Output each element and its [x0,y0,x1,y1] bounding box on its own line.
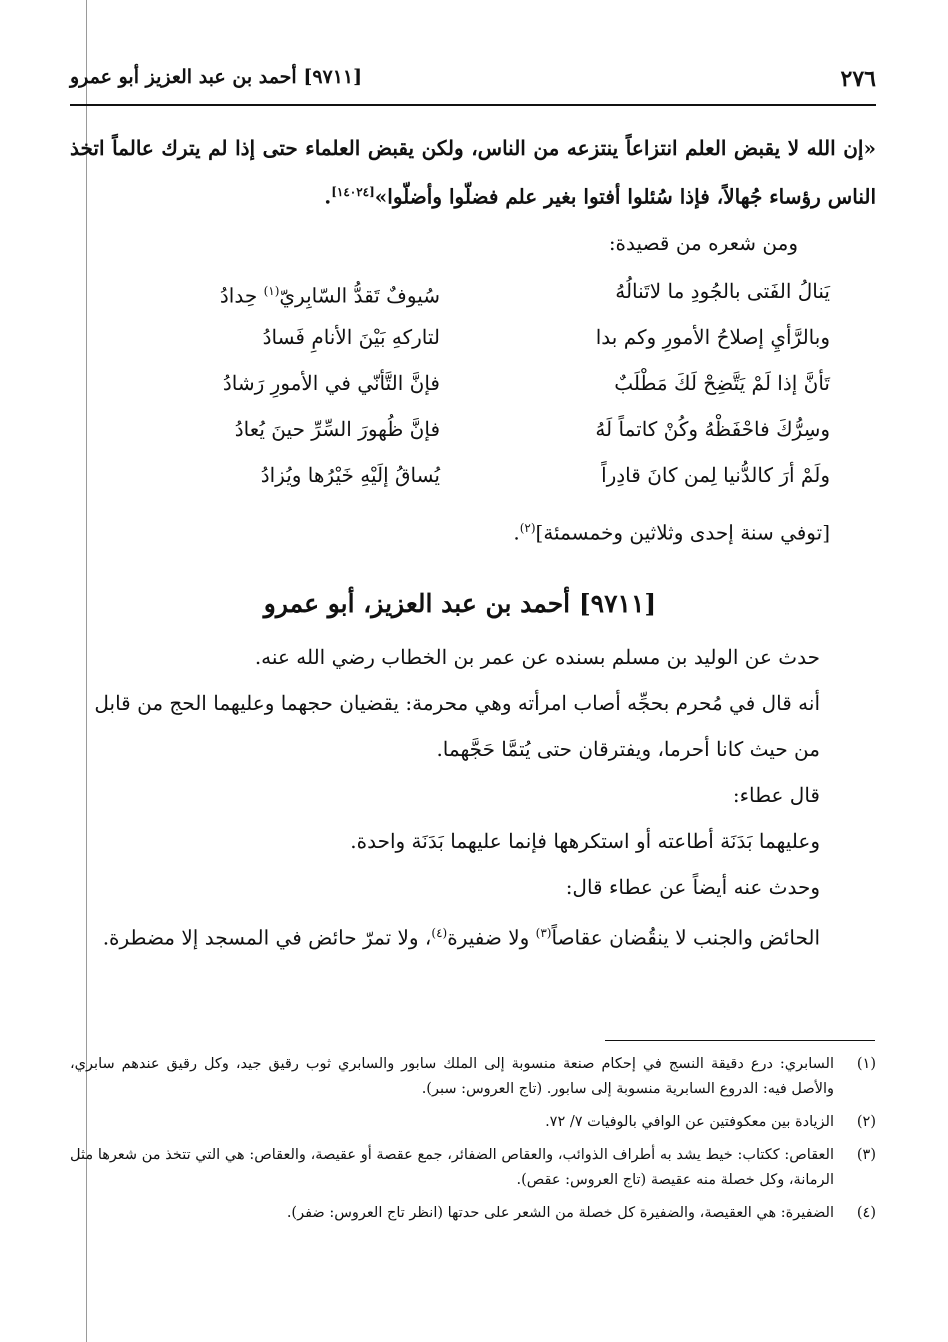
hadith-reference: [١٤٠٢٤] [331,185,375,199]
entry-heading: [٩٧١١] أحمد بن عبد العزيز، أبو عمرو [263,589,657,618]
verse-line [110,314,830,360]
verse-first-hemistich: وبالرَّأيِ إصلاحُ الأمورِ وكم بدا [595,325,830,349]
footnote-separator [605,1040,875,1041]
paragraph [70,910,876,961]
paragraph: قال عطاء: [732,783,820,807]
death-note-text: [توفي سنة إحدى وثلاثين وخمسمئة] [535,520,830,545]
footnote-text: الضفيرة: هي العقيصة، والضفيرة كل خصلة من الشعر على حدتها (انظر تاج العروس: ضفر). [286,1205,834,1221]
verse-first-hemistich: ولَمْ أرَ كالدُّنيا لِمن كانَ قادِراً [601,463,830,487]
footnote-number: (١) [856,1056,876,1072]
verse-second-end: حِدادُ [219,283,264,308]
hadith-text: «إن الله لا يقبض العلم انتزاعاً ينتزعه من الناس، ولكن يقبض العلماء حتى إذا لم يترك عالماً اتخذ الناس رؤساء جُهالاً، فإذا سُئلوا أفتوا بغير علم فضلّوا وأضلّوا» [70,136,876,209]
paragraph: وحدث عنه أيضاً عن عطاء قال: [565,875,820,899]
verse-second-hemistich: لتاركهِ بَيْنَ الأنامِ فَسادُ [262,325,440,349]
paragraph: أنه قال في مُحرم بحجِّه أصاب امرأته وهي محرمة: يقضيان حجهما وعليهما الحج من قابل من حيث كانا أحرما، ويفترقان حتى يُتمَّا حَجَّهما. [94,691,820,761]
footnote-text: السابري: درع دقيقة النسج في إحكام صنعة منسوبة إلى الملك سابور والسابري ثوب رقيق جيد، وكل رقيق عندهم سابري، والأصل فيه: الدروع السابرية منسوبة إلى سابور. (تاج العروس: سبر). [70,1056,834,1097]
footnote-text: الزيادة بين معكوفتين عن الوافي بالوفيات ٧/ ٧٢. [545,1114,834,1130]
footnote-number: (٣) [856,1147,876,1163]
paragraph-text: الحائض والجنب لا ينقُضان عقاصاً [551,925,820,950]
poem [110,268,830,498]
footnote-text: العقاص: ككتاب: خيط يشد به أطراف الذوائب، والعقاص الضفائر، جمع عقصة أو عقيصة، والعقاص: هي التي تتخذ من شعرها مثل الرمانة، وكل خصلة منه عقيصة (تاج العروس: عقص). [70,1147,834,1188]
verse-second-text: سُيوفٌ تَقدُّ السّابِريّ [279,283,440,308]
verse-line [110,406,830,452]
footnote-number: (٤) [856,1205,876,1221]
footnote-marker: (٤) [431,926,448,940]
death-note-end: . [513,520,520,545]
death-note [420,508,830,553]
poetry-intro [70,220,876,266]
footnote-number: (٢) [856,1114,876,1130]
footnote-2 [70,1110,876,1135]
verse-second-hemistich: يُساقُ إلَيْهِ خَيْرُها ويُزادُ [260,463,440,487]
footnote-marker: (٣) [535,926,552,940]
verse-line [110,360,830,406]
paragraph: حدث عن الوليد بن مسلم بسنده عن عمر بن الخطاب رضي الله عنه. [254,645,820,669]
hadith-quote-text [70,126,876,219]
footnote-marker: (٢) [519,521,536,535]
verse-second-hemistich: فإنَّ ظُهورَ السِّرِّ حينَ يُعادُ [234,417,440,441]
paragraph: وعليهما بَدَنَة أطاعته أو استكرهها فإنما عليهما بَدَنَة واحدة. [350,829,820,853]
header-rule [70,104,876,106]
verse-first-hemistich: تَأنَّ إذا لَمْ يَتَّضِحْ لَكَ مَطْلَبٌ [614,371,830,395]
hadith-quote [70,126,876,219]
footnotes [70,1052,876,1234]
page-number: ٢٧٦ [840,66,876,92]
verse-second-hemistich: فإنَّ التَّأنّي في الأمورِ رَشادُ [222,371,440,395]
footnote-3 [70,1143,876,1193]
poetry-intro-text: ومن شعره من قصيدة: [608,231,798,255]
footnote-4 [70,1201,876,1226]
running-title: [٩٧١١] أحمد بن عبد العزيز أبو عمرو [70,66,363,88]
footnote-1 [70,1052,876,1102]
footnote-marker: (١) [263,284,280,298]
verse-first-hemistich: يَنالُ الفَتى بالجُودِ ما لاتَنالُهُ [615,279,830,303]
hadith-end: . [324,184,332,209]
verse-second-hemistich [110,268,440,319]
page-header [70,66,876,106]
paragraph-text: ولا ضفيرة [447,925,536,950]
verse-first-hemistich: وسِرُّكَ فاحْفَظْهُ وكُنْ كاتماً لَهُ [595,417,830,441]
paragraph-text: ، ولا تمرّ حائض في المسجد إلا مضطرة. [102,925,432,950]
verse-line [110,268,830,314]
entry-body [70,634,876,961]
verse-line [110,452,830,498]
